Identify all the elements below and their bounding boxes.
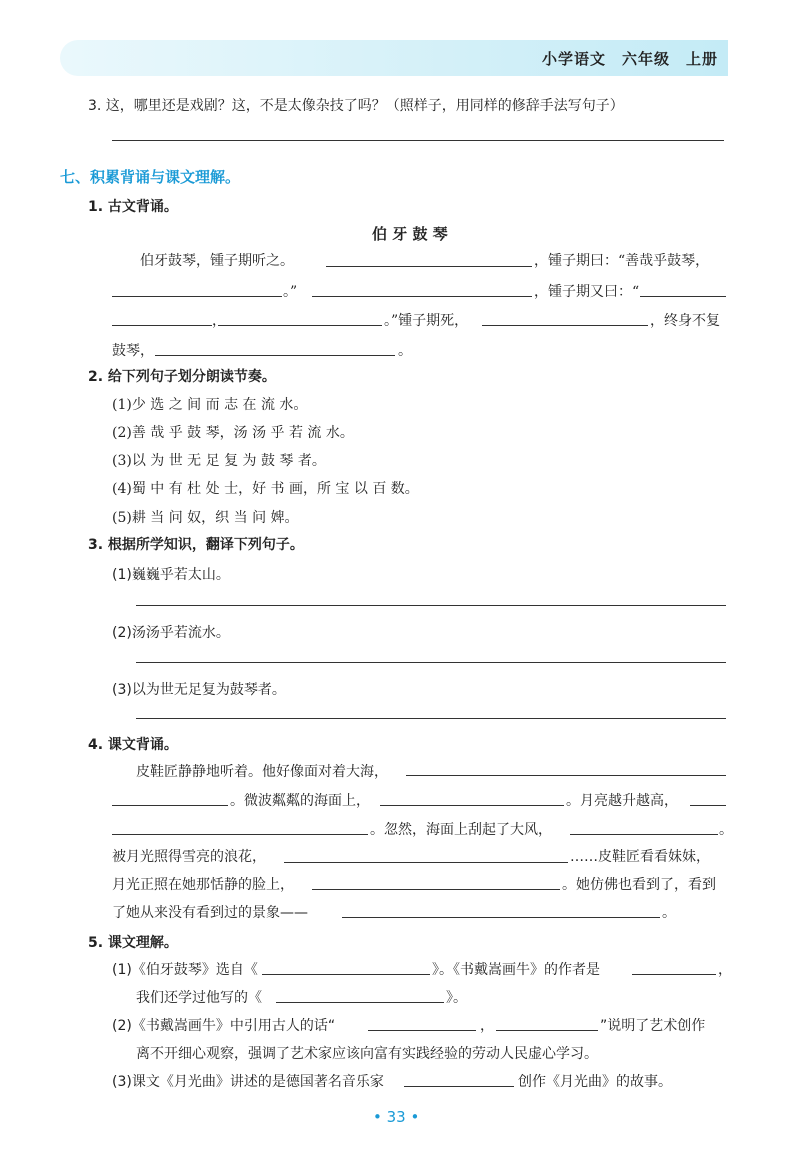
- q1-title: 1. 古文背诵。: [88, 199, 178, 215]
- q4-line: 。她仿佛也看到了，看到: [562, 877, 716, 893]
- q2-title: 2. 给下列句子划分朗读节奏。: [88, 369, 276, 385]
- q4-title: 4. 课文背诵。: [88, 737, 178, 753]
- blank-20[interactable]: [276, 1002, 444, 1003]
- q2-item: (1)少 选 之 间 而 志 在 流 水。: [112, 397, 308, 413]
- q5-text: ，: [480, 1018, 494, 1034]
- q3-top-text: 3. 这，哪里还是戏剧？这，不是太像杂技了吗？（照样子，用同样的修辞手法写句子）: [88, 98, 624, 114]
- blank-16[interactable]: [312, 889, 560, 890]
- q5-text: (1)《伯牙鼓琴》选自《: [112, 962, 258, 978]
- blank-6[interactable]: [218, 325, 382, 326]
- poem-title: 伯 牙 鼓 琴: [372, 225, 448, 243]
- blank-10[interactable]: [112, 805, 228, 806]
- blank-14[interactable]: [570, 834, 718, 835]
- answer-line[interactable]: [136, 718, 726, 719]
- blank-21[interactable]: [368, 1030, 476, 1031]
- q2-item: (5)耕 当 问 奴，织 当 问 婢。: [112, 510, 299, 526]
- blank-18[interactable]: [262, 974, 430, 975]
- poem-line3a: ，: [212, 313, 226, 329]
- blank-13[interactable]: [112, 834, 368, 835]
- blank-15[interactable]: [284, 862, 568, 863]
- q3-title: 3. 根据所学知识，翻译下列句子。: [88, 537, 304, 553]
- q4-line: 月光正照在她那恬静的脸上，: [112, 877, 294, 893]
- blank-17[interactable]: [342, 917, 660, 918]
- q4-line: 被月光照得雪亮的浪花，: [112, 849, 266, 865]
- blank-2[interactable]: [112, 296, 282, 297]
- blank-23[interactable]: [404, 1086, 514, 1087]
- q5-text: 创作《月光曲》的故事。: [518, 1074, 672, 1090]
- q5-title: 5. 课文理解。: [88, 935, 178, 951]
- blank-9[interactable]: [406, 775, 726, 776]
- q2-item: (3)以 为 世 无 足 复 为 鼓 琴 者。: [112, 453, 326, 469]
- q2-item: (4)蜀 中 有 杜 处 士，好 书 画，所 宝 以 百 数。: [112, 481, 419, 497]
- blank-22[interactable]: [496, 1030, 598, 1031]
- blank-1[interactable]: [326, 266, 532, 267]
- page-number: • 33 •: [373, 1108, 420, 1126]
- q4-line: 。微波粼粼的海面上，: [230, 793, 370, 809]
- q4-line: 。月亮越升越高，: [566, 793, 678, 809]
- q4-line: ……皮鞋匠看看妹妹，: [570, 849, 710, 865]
- answer-line[interactable]: [136, 662, 726, 663]
- poem-line1a: 伯牙鼓琴，锺子期听之。: [140, 253, 294, 269]
- q5-text: (3)课文《月光曲》讲述的是德国著名音乐家: [112, 1074, 384, 1090]
- poem-line4a: 鼓琴，: [112, 343, 154, 359]
- blank-7[interactable]: [482, 325, 648, 326]
- q5-text: 我们还学过他写的《: [136, 990, 262, 1006]
- answer-line[interactable]: [112, 140, 724, 141]
- poem-line3b: 。”锺子期死，: [384, 313, 469, 329]
- q4-line: 皮鞋匠静静地听着。他好像面对着大海，: [136, 764, 388, 780]
- poem-line3c: ，终身不复: [650, 313, 720, 329]
- q4-line: 。: [662, 905, 676, 921]
- q3-item: (3)以为世无足复为鼓琴者。: [112, 682, 286, 698]
- poem-line2b: ，锺子期又曰：“: [534, 284, 640, 300]
- blank-4[interactable]: [640, 296, 726, 297]
- q5-text: (2)《书戴嵩画牛》中引用古人的话“: [112, 1018, 336, 1034]
- poem-line2a: 。”: [283, 284, 298, 300]
- blank-3[interactable]: [312, 296, 532, 297]
- blank-5[interactable]: [112, 325, 212, 326]
- q5-text: 》。《书戴嵩画牛》的作者是: [432, 962, 600, 978]
- blank-8[interactable]: [155, 355, 395, 356]
- q5-text: ，: [718, 962, 732, 978]
- q4-line: 。: [719, 822, 733, 838]
- q4-line: 了她从来没有看到过的景象——: [112, 905, 308, 921]
- q5-text: 离不开细心观察，强调了艺术家应该向富有实践经验的劳动人民虚心学习。: [136, 1046, 598, 1062]
- blank-11[interactable]: [380, 805, 564, 806]
- poem-line4b: 。: [398, 343, 412, 359]
- q3-item: (1)巍巍乎若太山。: [112, 567, 230, 583]
- blank-12[interactable]: [690, 805, 726, 806]
- q5-text: 》。: [446, 990, 467, 1006]
- section-title: 七、积累背诵与课文理解。: [60, 168, 241, 186]
- blank-19[interactable]: [632, 974, 716, 975]
- answer-line[interactable]: [136, 605, 726, 606]
- poem-line1b: ，锺子期曰：“善哉乎鼓琴，: [534, 253, 710, 269]
- header-title: 小学语文 六年级 上册: [541, 50, 718, 68]
- q5-text: ”说明了艺术创作: [600, 1018, 706, 1034]
- q3-item: (2)汤汤乎若流水。: [112, 625, 230, 641]
- q2-item: (2)善 哉 乎 鼓 琴，汤 汤 乎 若 流 水。: [112, 425, 354, 441]
- q4-line: 。忽然，海面上刮起了大风，: [370, 822, 552, 838]
